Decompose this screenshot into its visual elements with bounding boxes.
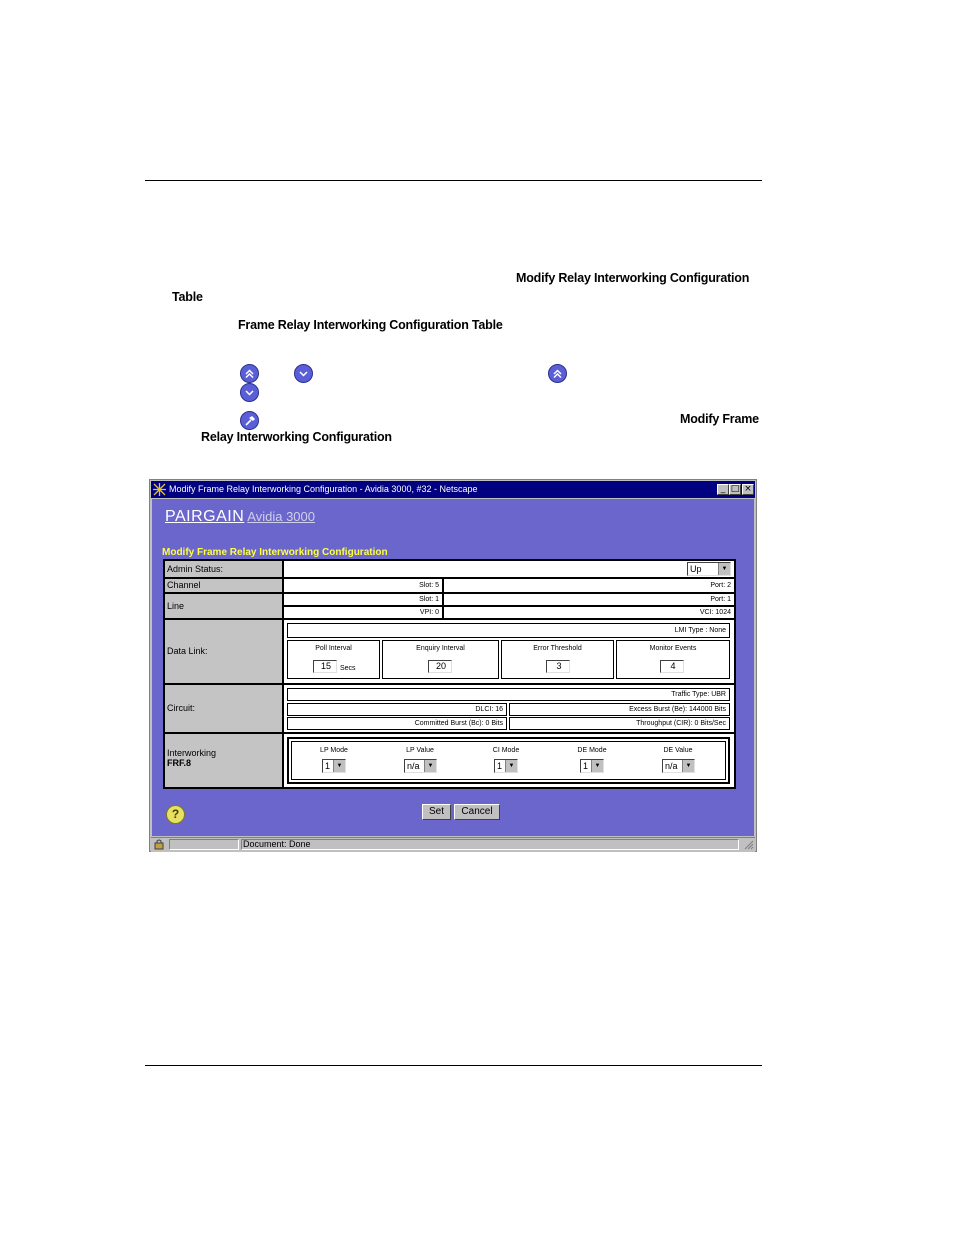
interworking-label-line1: Interworking bbox=[167, 748, 217, 758]
poll-interval-unit: Secs bbox=[340, 665, 356, 672]
enquiry-interval-input[interactable]: 20 bbox=[428, 660, 452, 673]
interworking-inner bbox=[291, 741, 726, 780]
de-mode-label: DE Mode bbox=[577, 747, 607, 754]
monitor-events-box bbox=[616, 640, 730, 679]
de-mode-select[interactable] bbox=[580, 759, 604, 773]
doc-bold-modify-frame: Modify Frame bbox=[680, 412, 759, 426]
chevron-down-icon: ▼ bbox=[682, 760, 694, 772]
window-title: Modify Frame Relay Interworking Configuration - Avidia 3000, #32 - Netscape bbox=[169, 484, 478, 494]
admin-status-cell bbox=[284, 561, 734, 577]
doc-bold-relay-interworking: Relay Interworking Configuration bbox=[201, 430, 392, 444]
lp-value-label: LP Value bbox=[406, 747, 434, 754]
bottom-rule bbox=[145, 1065, 762, 1066]
page-content bbox=[152, 499, 754, 836]
lp-mode-label: LP Mode bbox=[320, 747, 348, 754]
data-link-cell bbox=[284, 620, 734, 683]
close-button[interactable]: × bbox=[742, 484, 754, 495]
admin-status-label: Admin Status: bbox=[165, 561, 282, 577]
data-link-label: Data Link: bbox=[165, 620, 282, 683]
de-value-select[interactable] bbox=[662, 759, 695, 773]
maximize-button[interactable]: □ bbox=[730, 484, 740, 494]
circuit-label: Circuit: bbox=[165, 685, 282, 732]
line-vci: VCI: 1024 bbox=[444, 607, 734, 618]
monitor-events-input[interactable]: 4 bbox=[660, 660, 684, 673]
interworking-cell bbox=[284, 734, 734, 787]
netscape-icon bbox=[153, 483, 166, 496]
ci-mode-value: 1 bbox=[497, 761, 503, 771]
line-label: Line bbox=[165, 594, 282, 618]
doc-bold-modify-relay: Modify Relay Interworking Configuration bbox=[516, 271, 750, 285]
help-icon[interactable]: ? bbox=[166, 805, 185, 824]
lp-mode-value: 1 bbox=[325, 761, 331, 771]
lp-value-value: n/a bbox=[407, 761, 420, 771]
status-text: Document: Done bbox=[243, 839, 311, 849]
chevron-down-icon: ▼ bbox=[333, 760, 345, 772]
modify-hammer-icon bbox=[240, 411, 259, 430]
enquiry-interval-box bbox=[382, 640, 499, 679]
monitor-events-label: Monitor Events bbox=[649, 645, 697, 652]
chevron-down-icon: ▼ bbox=[424, 760, 436, 772]
config-table bbox=[163, 559, 736, 789]
status-pane-2 bbox=[241, 839, 739, 850]
chevron-down-icon: ▼ bbox=[505, 760, 517, 772]
error-threshold-input[interactable]: 3 bbox=[546, 660, 570, 673]
poll-interval-input[interactable]: 15 bbox=[313, 660, 337, 673]
set-button[interactable]: Set bbox=[422, 804, 451, 820]
lp-value-select[interactable] bbox=[404, 759, 437, 773]
chevron-down-icon: ▼ bbox=[591, 760, 603, 772]
resize-grip-icon[interactable] bbox=[743, 839, 754, 854]
page-title: Modify Frame Relay Interworking Configuration bbox=[162, 547, 388, 558]
logo-product: Avidia 3000 bbox=[247, 509, 315, 524]
error-threshold-box bbox=[501, 640, 614, 679]
cancel-button[interactable]: Cancel bbox=[454, 804, 500, 820]
poll-interval-box bbox=[287, 640, 380, 679]
circuit-cell bbox=[284, 685, 734, 732]
doc-bold-table: Table bbox=[172, 290, 203, 304]
interworking-label-line2: FRF.8 bbox=[167, 758, 192, 768]
admin-status-value: Up bbox=[690, 564, 702, 574]
traffic-type: Traffic Type: UBR bbox=[287, 688, 730, 701]
poll-interval-label: Poll Interval bbox=[315, 645, 352, 652]
lp-mode-select[interactable] bbox=[322, 759, 346, 773]
ci-mode-label: CI Mode bbox=[492, 747, 520, 754]
interworking-label bbox=[165, 734, 282, 787]
page-down-icon bbox=[294, 364, 313, 383]
de-mode-value: 1 bbox=[583, 761, 589, 771]
committed-burst: Committed Burst (Bc): 0 Bits bbox=[287, 717, 507, 730]
page-down-icon-2 bbox=[240, 383, 259, 402]
error-threshold-label: Error Threshold bbox=[533, 645, 582, 652]
page-up-icon bbox=[240, 364, 259, 383]
de-value-label: DE Value bbox=[663, 747, 693, 754]
minimize-button[interactable]: _ bbox=[717, 484, 729, 495]
doc-bold-frame-relay-table: Frame Relay Interworking Configuration Table bbox=[238, 318, 503, 332]
channel-slot: Slot: 5 bbox=[284, 579, 442, 592]
admin-status-select[interactable] bbox=[687, 562, 731, 576]
logo-brand: PAIRGAIN bbox=[165, 508, 245, 525]
de-value-value: n/a bbox=[665, 761, 678, 771]
excess-burst: Excess Burst (Be): 144000 Bits bbox=[509, 703, 730, 716]
channel-label: Channel bbox=[165, 579, 282, 592]
line-port: Port: 1 bbox=[444, 594, 734, 605]
line-vpi: VPI: 0 bbox=[284, 607, 442, 618]
throughput: Throughput (CIR): 0 Bits/Sec bbox=[509, 717, 730, 730]
page-up-icon-2 bbox=[548, 364, 567, 383]
status-bar bbox=[151, 837, 755, 852]
chevron-down-icon: ▼ bbox=[718, 563, 730, 575]
status-pane-1 bbox=[169, 839, 239, 850]
ci-mode-select[interactable] bbox=[494, 759, 518, 773]
security-lock-icon bbox=[154, 839, 166, 854]
pairgain-logo bbox=[165, 508, 315, 526]
lmi-type: LMI Type : None bbox=[287, 623, 730, 638]
browser-window bbox=[149, 479, 757, 852]
channel-port: Port: 2 bbox=[444, 579, 734, 592]
line-slot: Slot: 1 bbox=[284, 594, 442, 605]
enquiry-interval-label: Enquiry Interval bbox=[416, 645, 465, 652]
title-bar bbox=[151, 481, 755, 498]
top-rule bbox=[145, 180, 762, 181]
dlci: DLCI: 16 bbox=[287, 703, 507, 716]
interworking-frame bbox=[287, 737, 730, 784]
